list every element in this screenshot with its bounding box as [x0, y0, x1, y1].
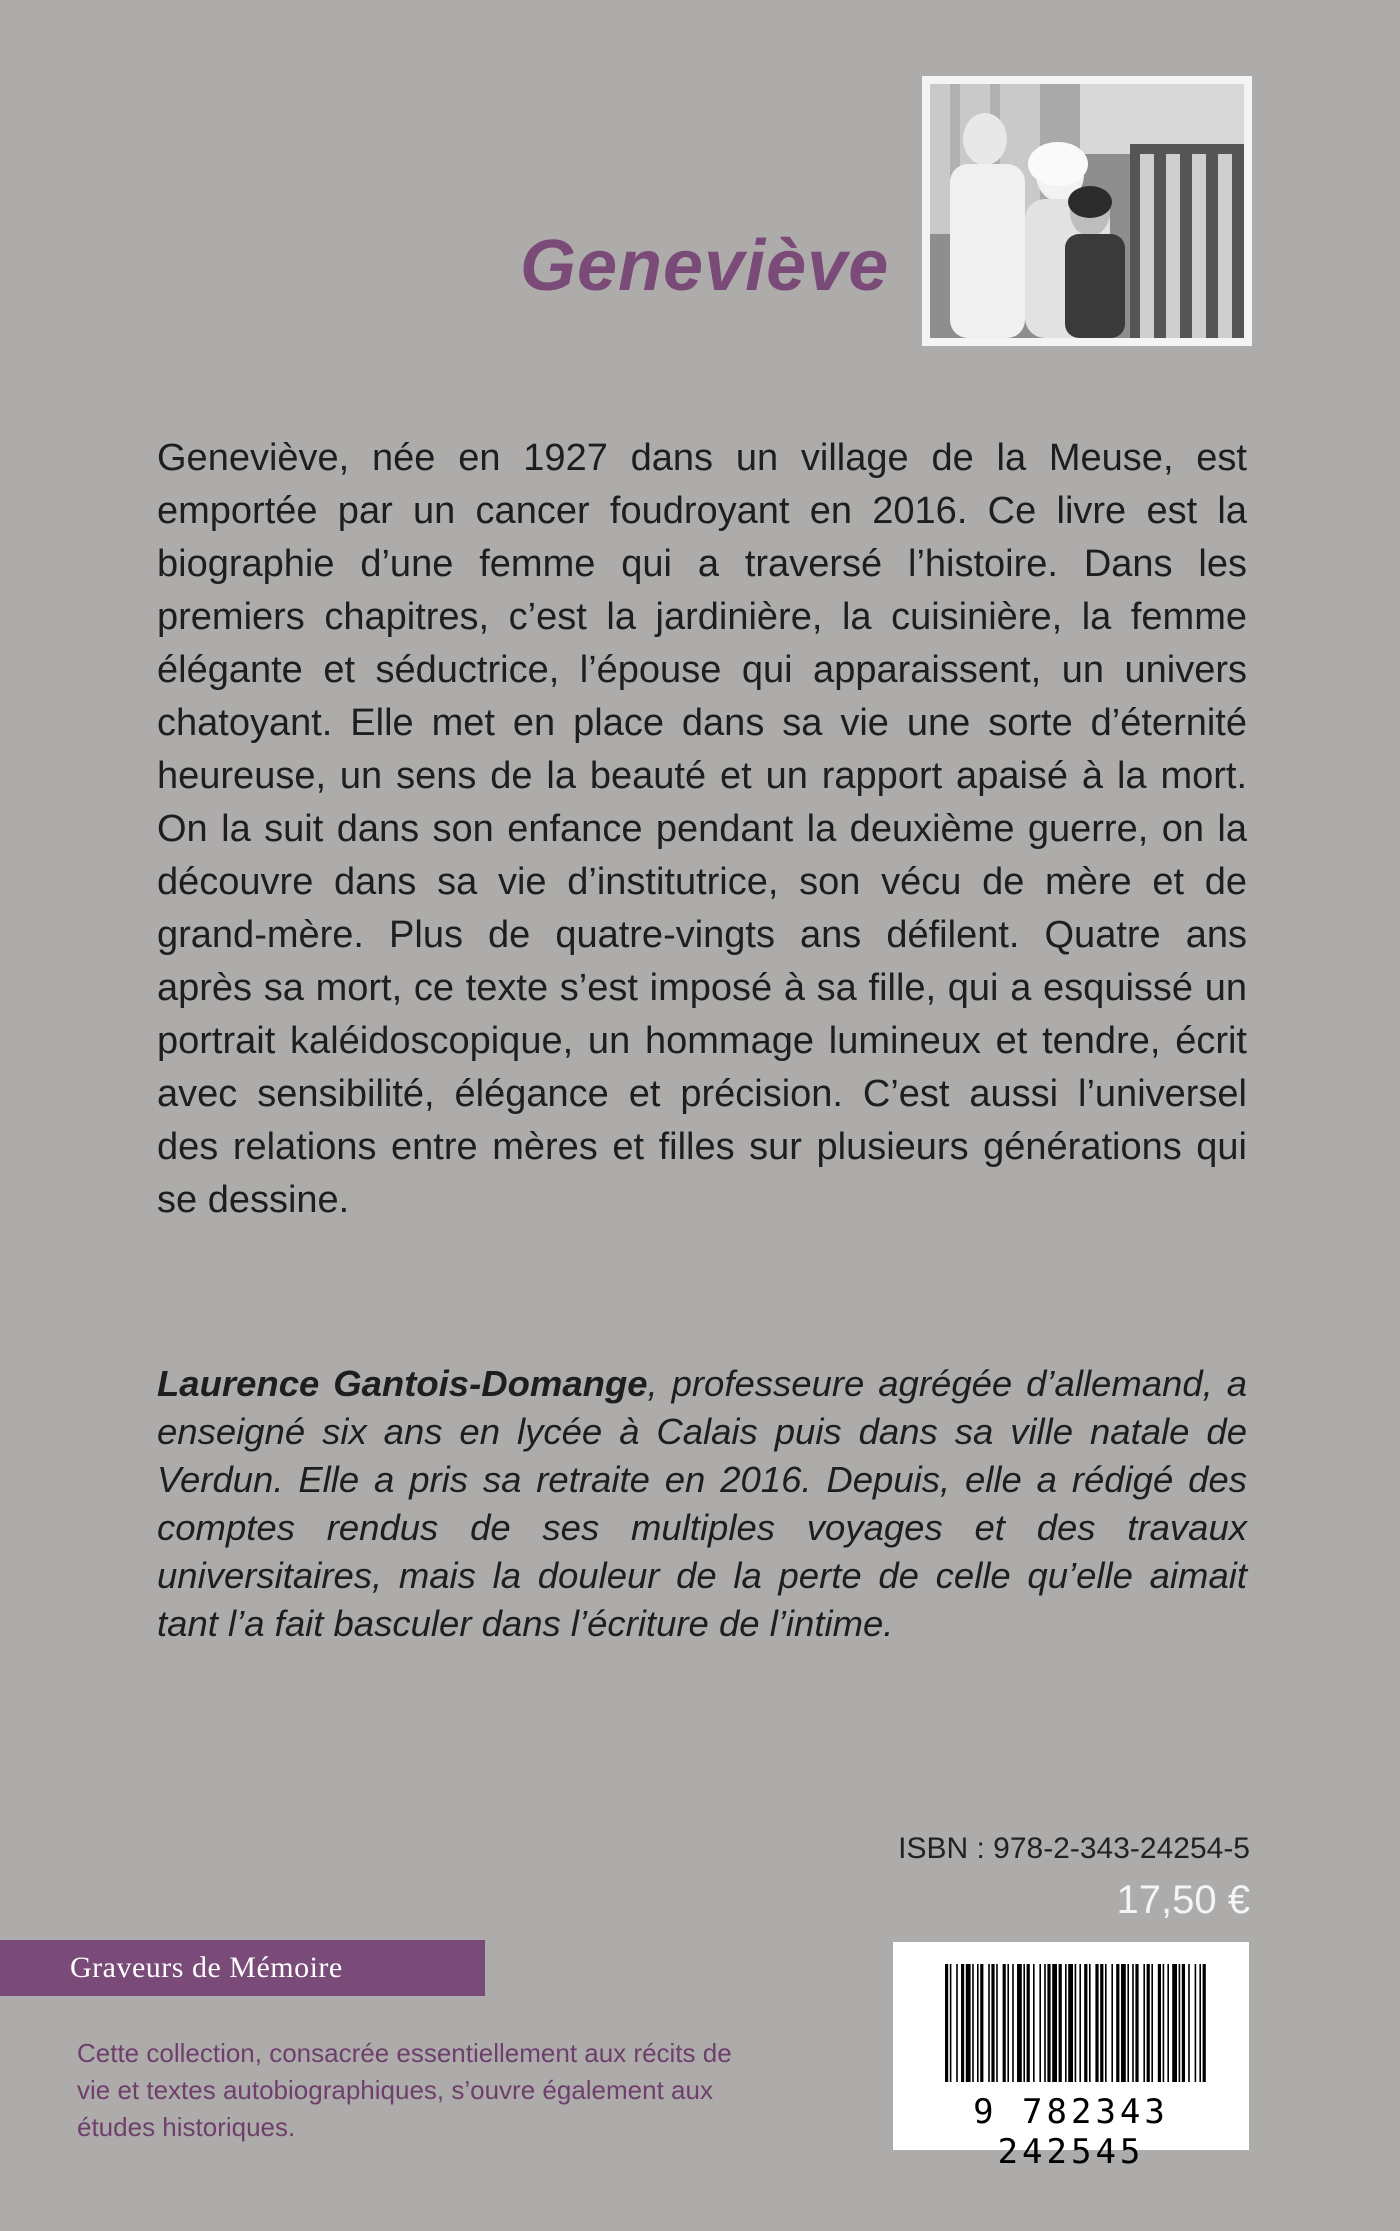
barcode-bar [996, 1964, 998, 2082]
barcode-bar [1044, 1964, 1046, 2082]
barcode-bar [988, 1964, 990, 2082]
barcode-bar [1007, 1964, 1009, 2082]
barcode-bar [1195, 1964, 1197, 2082]
barcode-bar [1100, 1964, 1103, 2082]
back-cover-blurb: Geneviève, née en 1927 dans un village de la Meuse, est emportée par un cancer foudroyant en 2016. Ce livre est la biographie d’une femme qui a traversé l’histoire. Dans les premiers chapitres, c’est la jardinière, la cuisinière, la femme élégante et séductrice, l’épouse qui apparaissent, un univers chatoyant. Elle met en place dans sa vie une sorte d’éternité heureuse, un sens de la beauté et un rapport apaisé à la mort. On la suit dans son enfance pendant la deuxième guerre, on la découvre dans sa vie d’institutrice, son vécu de mère et de grand-mère. Plus de quatre-vingts ans défilent. Quatre ans après sa mort, ce texte s’est imposé à sa fille, qui a esquissé un portrait kaléidoscopique, un hommage lumineux et tendre, écrit avec sensibilité, élégance et précision. C’est aussi l’universel des relations entre mères et filles sur plusieurs générations qui se dessine. [157, 437, 1247, 1221]
price-label: 17,50 € [1116, 1878, 1250, 1922]
barcode-bar [1079, 1964, 1081, 2082]
barcode-bar [1111, 1964, 1113, 2082]
barcode-bar [1105, 1964, 1107, 2082]
barcode-bar [1003, 1964, 1006, 2082]
barcode-bar [1075, 1964, 1077, 2082]
barcode-bar [1116, 1964, 1119, 2082]
barcode-bar [961, 1964, 964, 2082]
barcode-bar [1135, 1964, 1138, 2082]
barcode-bar [1052, 1964, 1057, 2082]
barcode-bar [1039, 1964, 1041, 2082]
barcode-bar [1127, 1964, 1129, 2082]
barcode-bar [1012, 1964, 1014, 2082]
author-biography [157, 1360, 1247, 1648]
barcode-bar [1089, 1964, 1091, 2082]
barcode-bar [1132, 1964, 1134, 2082]
barcode-bar [980, 1964, 983, 2082]
barcode-bar [1121, 1964, 1126, 2082]
barcode-bar [1143, 1964, 1145, 2082]
barcode-bar [1182, 1964, 1185, 2082]
barcode-digits: 9 782343 242545 [973, 2092, 1169, 2172]
collection-name: Graveurs de Mémoire [70, 1951, 343, 1984]
family-photo [930, 84, 1244, 338]
collection-band [0, 1940, 485, 1996]
barcode-bar [1188, 1964, 1190, 2082]
barcode-bar [1033, 1964, 1035, 2082]
barcode-bar [972, 1964, 974, 2082]
barcode-bar [1084, 1964, 1087, 2082]
barcode-bars [893, 1942, 1249, 2092]
barcode-bar [1017, 1964, 1022, 2082]
author-bio-text: , professeure agrégée d’allemand, a enseigné six ans en lycée à Calais puis dans sa ville natale de Verdun. Elle a pris sa retraite en 2016. Depuis, elle a rédigé des comptes rendus de ses multiples voyages et des travaux universitaires, mais la douleur de la perte de celle qu’elle aimait tant l’a fait basculer dans l’écriture de l’intime. [157, 1363, 1248, 1644]
barcode-bar [1179, 1964, 1181, 2082]
barcode-bar [1095, 1964, 1098, 2082]
isbn-label: ISBN : 978-2-343-24254-5 [898, 1832, 1250, 1865]
barcode-bar [1059, 1964, 1062, 2082]
author-name: Laurence Gantois-Domange [157, 1363, 648, 1404]
barcode [893, 1942, 1249, 2172]
barcode-bar [1199, 1964, 1201, 2082]
barcode-bar [1065, 1964, 1067, 2082]
barcode-bar [1023, 1964, 1025, 2082]
collection-description: Cette collection, consacrée essentiellement aux récits de vie et textes autobiographiques, s’ouvre également aux études historiques. [77, 2038, 732, 2142]
barcode-bar [1167, 1964, 1169, 2082]
barcode-bar [1068, 1964, 1073, 2082]
barcode-bar [1147, 1964, 1150, 2082]
barcode-bar [977, 1964, 979, 2082]
barcode-bar [956, 1964, 958, 2082]
barcode-bar [1027, 1964, 1030, 2082]
barcode-bar [1203, 1964, 1206, 2082]
barcode-bar [1172, 1964, 1177, 2082]
barcode-bar [1158, 1964, 1161, 2082]
barcode-bar [945, 1964, 948, 2082]
barcode-bar [991, 1964, 994, 2082]
barcode-bar [966, 1964, 971, 2082]
cover-photo-frame [922, 76, 1252, 346]
barcode-bar [1047, 1964, 1050, 2082]
book-title: Geneviève [520, 226, 890, 306]
barcode-bar [1151, 1964, 1153, 2082]
barcode-bar [1163, 1964, 1165, 2082]
barcode-bar [950, 1964, 952, 2082]
